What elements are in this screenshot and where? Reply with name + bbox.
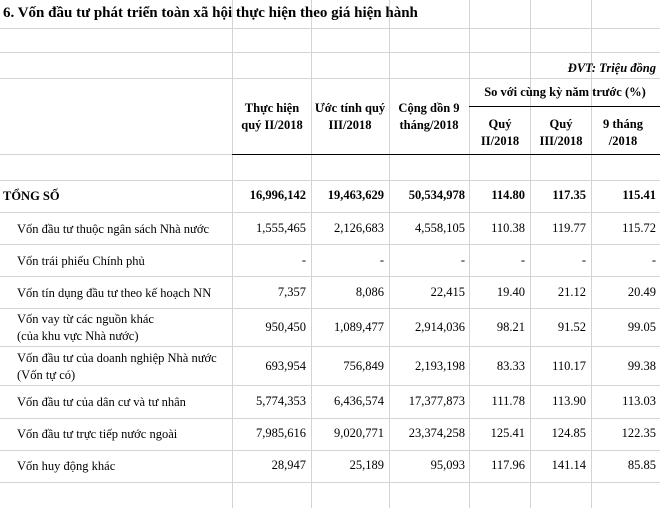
- grid-row-line: [0, 180, 660, 181]
- cell-9m: -: [460, 253, 465, 267]
- header-cmp-9m: 9 tháng /2018: [603, 117, 643, 148]
- cell-q2: 28,947: [271, 458, 306, 472]
- header-q2-actual: Thực hiện quý II/2018: [241, 101, 303, 132]
- cell-pct-q2: 111.78: [491, 394, 525, 408]
- cell-pct-q2: 110.38: [491, 221, 525, 235]
- cell-pct-q2: 117.96: [491, 458, 525, 472]
- header-bottom-border: [232, 154, 660, 155]
- cell-pct-9m: 115.41: [622, 188, 656, 202]
- cell-q3: 9,020,771: [334, 426, 384, 440]
- cell-q3: -: [379, 253, 384, 267]
- cell-9m: 17,377,873: [408, 394, 465, 408]
- cell-pct-q3: 113.90: [552, 394, 586, 408]
- cell-pct-9m: 20.49: [627, 285, 656, 299]
- cell-pct-q2: 19.40: [496, 285, 525, 299]
- cell-pct-9m: 99.38: [627, 359, 656, 373]
- cell-pct-q2: 125.41: [490, 426, 525, 440]
- grid-row-line: [0, 244, 660, 245]
- cell-pct-q3: 141.14: [551, 458, 586, 472]
- comparison-group-border: [469, 106, 660, 107]
- grid-row-line: [0, 212, 660, 213]
- cell-q3: 2,126,683: [334, 221, 384, 235]
- grid-row-line: [0, 482, 660, 483]
- grid-row-line: [0, 346, 660, 347]
- cell-9m: 2,914,036: [415, 320, 465, 334]
- header-nine-month-total: Cộng dồn 9 tháng/2018: [398, 101, 460, 132]
- row-label: Vốn tín dụng đầu tư theo kế hoạch NN: [17, 286, 212, 300]
- row-label: Vốn đầu tư của dân cư và tư nhân: [17, 395, 186, 409]
- cell-pct-q2: -: [520, 253, 525, 267]
- cell-pct-9m: 85.85: [627, 458, 656, 472]
- cell-q2: 1,555,465: [256, 221, 306, 235]
- cell-q3: 6,436,574: [334, 394, 384, 408]
- cell-q3: 19,463,629: [327, 188, 384, 202]
- cell-pct-q3: 91.52: [557, 320, 586, 334]
- row-label: Vốn vay từ các nguồn khác: [17, 312, 154, 326]
- cell-pct-q3: 110.17: [552, 359, 586, 373]
- cell-9m: 22,415: [430, 285, 465, 299]
- grid-row-line: [0, 418, 660, 419]
- grid-row-line: [0, 276, 660, 277]
- header-cmp-q2: Quý II/2018: [480, 117, 520, 148]
- cell-q2: 7,985,616: [256, 426, 306, 440]
- cell-q2: 693,954: [265, 359, 306, 373]
- row-label: Vốn huy động khác: [17, 459, 116, 473]
- unit-label: ĐVT: Triệu đồng: [567, 61, 656, 75]
- header-q3-estimate: Ước tính quý III/2018: [314, 101, 386, 132]
- cell-pct-q3: -: [581, 253, 586, 267]
- row-label-line2: (Vốn tự có): [17, 368, 76, 382]
- cell-pct-q2: 98.21: [496, 320, 525, 334]
- cell-q2: -: [301, 253, 306, 267]
- row-label: TỔNG SỐ: [3, 189, 60, 203]
- cell-pct-9m: -: [651, 253, 656, 267]
- cell-q2: 950,450: [265, 320, 306, 334]
- cell-pct-q3: 124.85: [551, 426, 586, 440]
- cell-q3: 8,086: [355, 285, 384, 299]
- cell-9m: 23,374,258: [408, 426, 465, 440]
- row-label-line2: (của khu vực Nhà nước): [17, 329, 139, 343]
- cell-pct-9m: 115.72: [622, 221, 656, 235]
- cell-pct-q3: 117.35: [552, 188, 586, 202]
- cell-9m: 95,093: [430, 458, 465, 472]
- grid-row-line: [0, 78, 660, 79]
- header-cmp-q3: Quý III/2018: [539, 117, 583, 148]
- grid-row-line: [0, 450, 660, 451]
- cell-q3: 756,849: [343, 359, 384, 373]
- cell-pct-q2: 114.80: [491, 188, 525, 202]
- row-label: Vốn đầu tư trực tiếp nước ngoài: [17, 427, 178, 441]
- grid-row-line: [0, 385, 660, 386]
- cell-9m: 2,193,198: [415, 359, 465, 373]
- cell-pct-q3: 21.12: [557, 285, 586, 299]
- cell-pct-9m: 122.35: [621, 426, 656, 440]
- cell-q3: 25,189: [349, 458, 384, 472]
- cell-9m: 4,558,105: [415, 221, 465, 235]
- cell-pct-q2: 83.33: [496, 359, 525, 373]
- cell-q3: 1,089,477: [334, 320, 384, 334]
- grid-row-line: [0, 28, 660, 29]
- row-label: Vốn trái phiếu Chính phủ: [17, 254, 145, 268]
- row-label: Vốn đầu tư thuộc ngân sách Nhà nước: [17, 222, 209, 236]
- cell-q2: 7,357: [277, 285, 306, 299]
- grid-row-line: [0, 52, 660, 53]
- cell-pct-9m: 99.05: [627, 320, 656, 334]
- grid-row-line: [0, 308, 660, 309]
- cell-pct-q3: 119.77: [552, 221, 586, 235]
- cell-q2: 5,774,353: [256, 394, 306, 408]
- cell-9m: 50,534,978: [408, 188, 465, 202]
- page-title: 6. Vốn đầu tư phát triển toàn xã hội thực hiện theo giá hiện hành: [3, 5, 418, 21]
- header-comparison-group: So với cùng kỳ năm trước (%): [484, 85, 646, 99]
- cell-pct-9m: 113.03: [622, 394, 656, 408]
- row-label: Vốn đầu tư của doanh nghiệp Nhà nước: [17, 351, 217, 365]
- cell-q2: 16,996,142: [249, 188, 306, 202]
